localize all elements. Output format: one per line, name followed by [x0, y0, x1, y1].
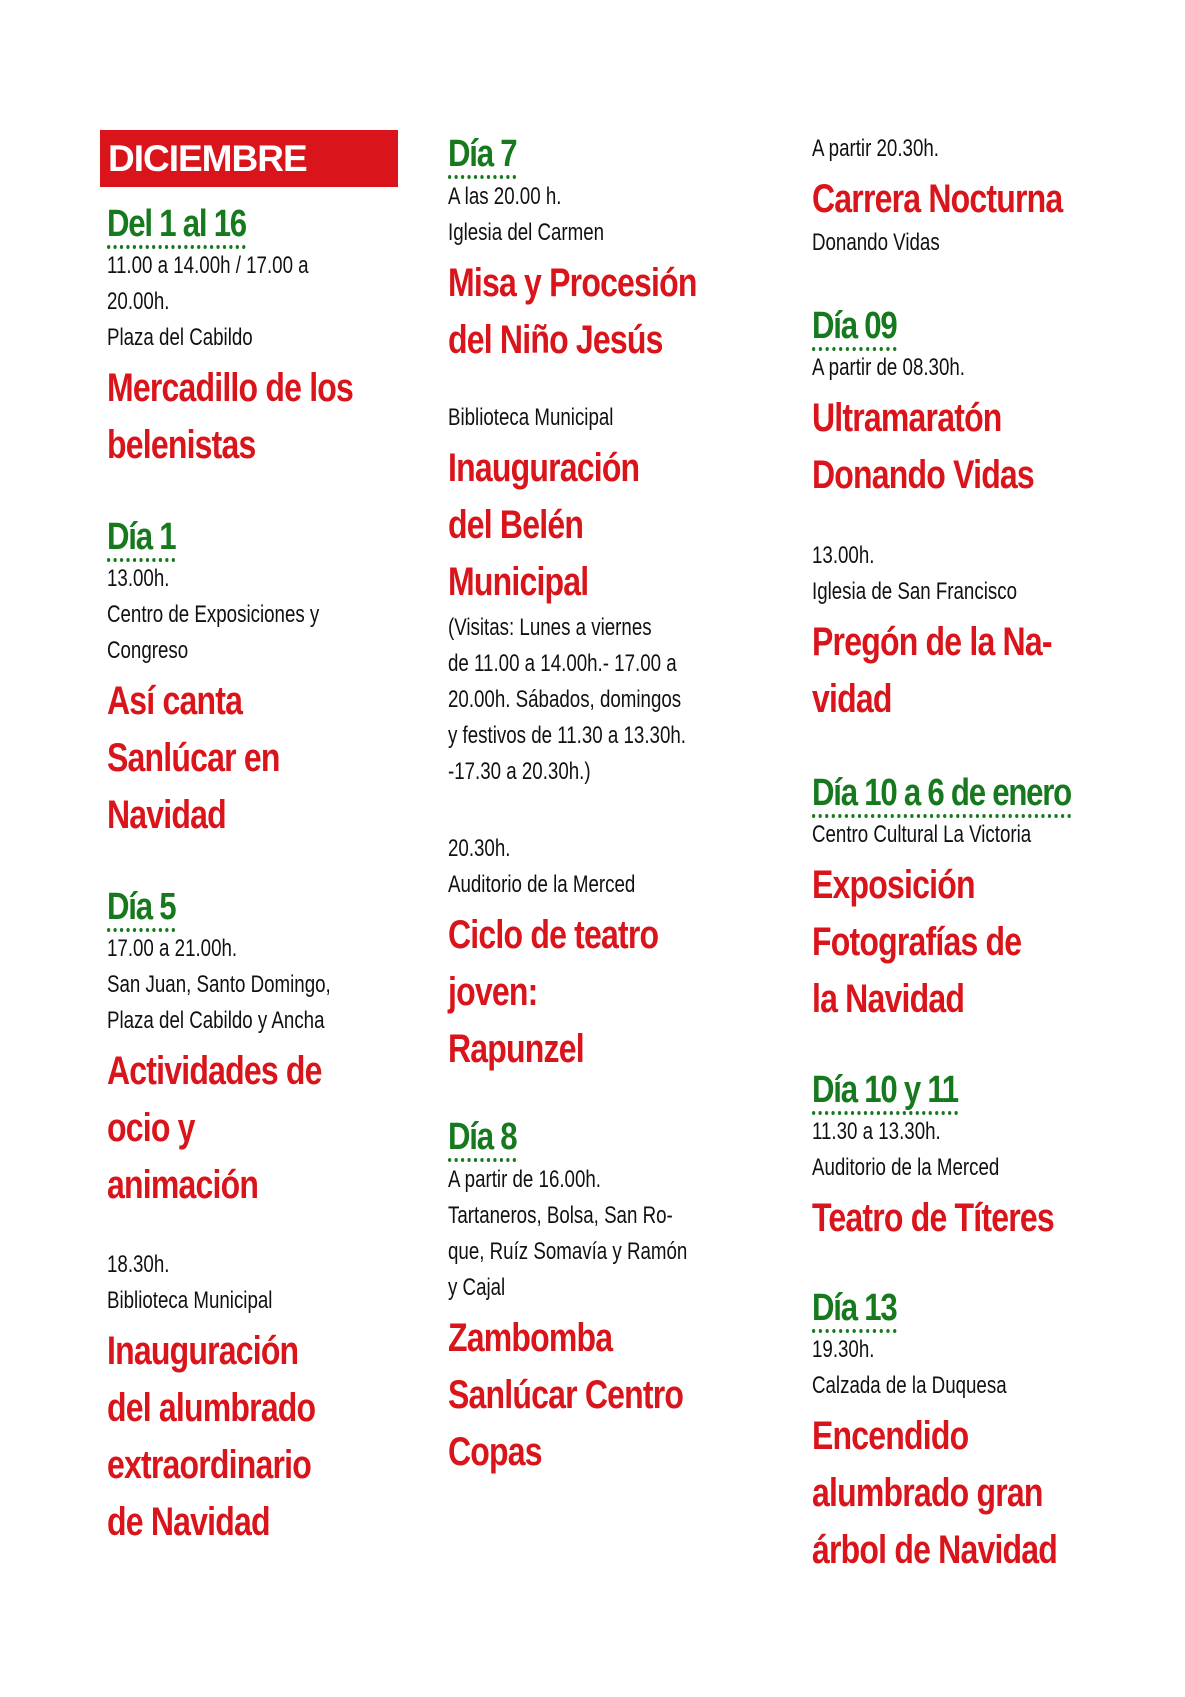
event-time: 20.30h.	[448, 835, 511, 862]
event-title: del Belén	[448, 503, 584, 547]
event-time: A partir de 16.00h.	[448, 1166, 601, 1193]
event-time: 17.00 a 21.00h.	[107, 935, 238, 962]
event-place: Biblioteca Municipal	[107, 1287, 273, 1314]
event-time: A partir 20.30h.	[812, 135, 939, 162]
event-title: Actividades de	[107, 1049, 322, 1093]
event-title: alumbrado gran	[812, 1471, 1043, 1515]
event-day: Día 13	[812, 1287, 896, 1333]
event-day: Día 10 y 11	[812, 1069, 958, 1115]
event-title: Encendido	[812, 1414, 969, 1458]
event-note: 20.00h. Sábados, domingos	[448, 686, 682, 713]
event-title: joven:	[448, 970, 538, 1014]
event-place: Calzada de la Duquesa	[812, 1372, 1007, 1399]
event-place: Iglesia de San Francisco	[812, 578, 1017, 605]
event-note: de 11.00 a 14.00h.- 17.00 a	[448, 650, 677, 677]
event-place: Iglesia del Carmen	[448, 219, 605, 246]
event-title: ocio y	[107, 1106, 195, 1150]
event-title: Pregón de la Na-	[812, 620, 1052, 664]
event-time: 19.30h.	[812, 1336, 875, 1363]
event-title: Exposición	[812, 863, 975, 907]
event-note: y festivos de 11.30 a 13.30h.	[448, 722, 686, 749]
event-time: A partir de 08.30h.	[812, 354, 965, 381]
event-day: Del 1 al 16	[107, 203, 246, 249]
event-time: 11.00 a 14.00h / 17.00 a	[107, 252, 309, 279]
event-time: 18.30h.	[107, 1251, 170, 1278]
event-time: 13.00h.	[812, 542, 875, 569]
event-title: Inauguración	[107, 1329, 299, 1373]
event-place: Auditorio de la Merced	[812, 1154, 1000, 1181]
event-title: Teatro de Títeres	[812, 1196, 1054, 1240]
event-place: Auditorio de la Merced	[448, 871, 636, 898]
event-day: Día 1	[107, 516, 175, 562]
event-title: Navidad	[107, 793, 226, 837]
event-place: Biblioteca Municipal	[448, 404, 614, 431]
event-title: Así canta	[107, 679, 243, 723]
event-place: y Cajal	[448, 1274, 506, 1301]
event-time: 11.30 a 13.30h.	[812, 1118, 941, 1145]
event-title: árbol de Navidad	[812, 1528, 1058, 1572]
event-title: del Niño Jesús	[448, 318, 663, 362]
event-place: Congreso	[107, 637, 189, 664]
event-day: Día 7	[448, 133, 516, 179]
event-title: Misa y Procesión	[448, 261, 697, 305]
event-time: A las 20.00 h.	[448, 183, 562, 210]
event-time: 13.00h.	[107, 565, 170, 592]
event-place: San Juan, Santo Domingo,	[107, 971, 331, 998]
event-place: que, Ruíz Somavía y Ramón	[448, 1238, 688, 1265]
event-day: Día 8	[448, 1116, 516, 1162]
event-title: Municipal	[448, 560, 589, 604]
event-title: Rapunzel	[448, 1027, 584, 1071]
event-title: Inauguración	[448, 446, 640, 490]
event-day: Día 5	[107, 886, 175, 932]
event-title: de Navidad	[107, 1500, 270, 1544]
event-place: Centro Cultural La Victoria	[812, 821, 1032, 848]
event-title: del alumbrado	[107, 1386, 316, 1430]
event-place: Centro de Exposiciones y	[107, 601, 320, 628]
event-title: la Navidad	[812, 977, 965, 1021]
event-day: Día 09	[812, 305, 896, 351]
event-title: Mercadillo de los	[107, 366, 354, 410]
event-title: Copas	[448, 1430, 542, 1474]
event-day: Día 10 a 6 de enero	[812, 772, 1071, 818]
event-title: Zambomba	[448, 1316, 613, 1360]
event-title: Donando Vidas	[812, 453, 1034, 497]
event-note: (Visitas: Lunes a viernes	[448, 614, 652, 641]
event-title: extraordinario	[107, 1443, 311, 1487]
event-title: Sanlúcar en	[107, 736, 280, 780]
event-place: Tartaneros, Bolsa, San Ro-	[448, 1202, 673, 1229]
event-note: -17.30 a 20.30h.)	[448, 758, 591, 785]
event-title: vidad	[812, 677, 892, 721]
event-title: Sanlúcar Centro	[448, 1373, 684, 1417]
event-place: Plaza del Cabildo	[107, 324, 253, 351]
event-place: Plaza del Cabildo y Ancha	[107, 1007, 325, 1034]
event-subtitle: Donando Vidas	[812, 229, 940, 256]
event-title: animación	[107, 1163, 259, 1207]
event-title: belenistas	[107, 423, 256, 467]
event-title: Fotografías de	[812, 920, 1022, 964]
event-title: Carrera Nocturna	[812, 177, 1063, 221]
event-time: 20.00h.	[107, 288, 170, 315]
event-title: Ciclo de teatro	[448, 913, 659, 957]
month-header: DICIEMBRE	[100, 130, 398, 187]
event-title: Ultramaratón	[812, 396, 1002, 440]
